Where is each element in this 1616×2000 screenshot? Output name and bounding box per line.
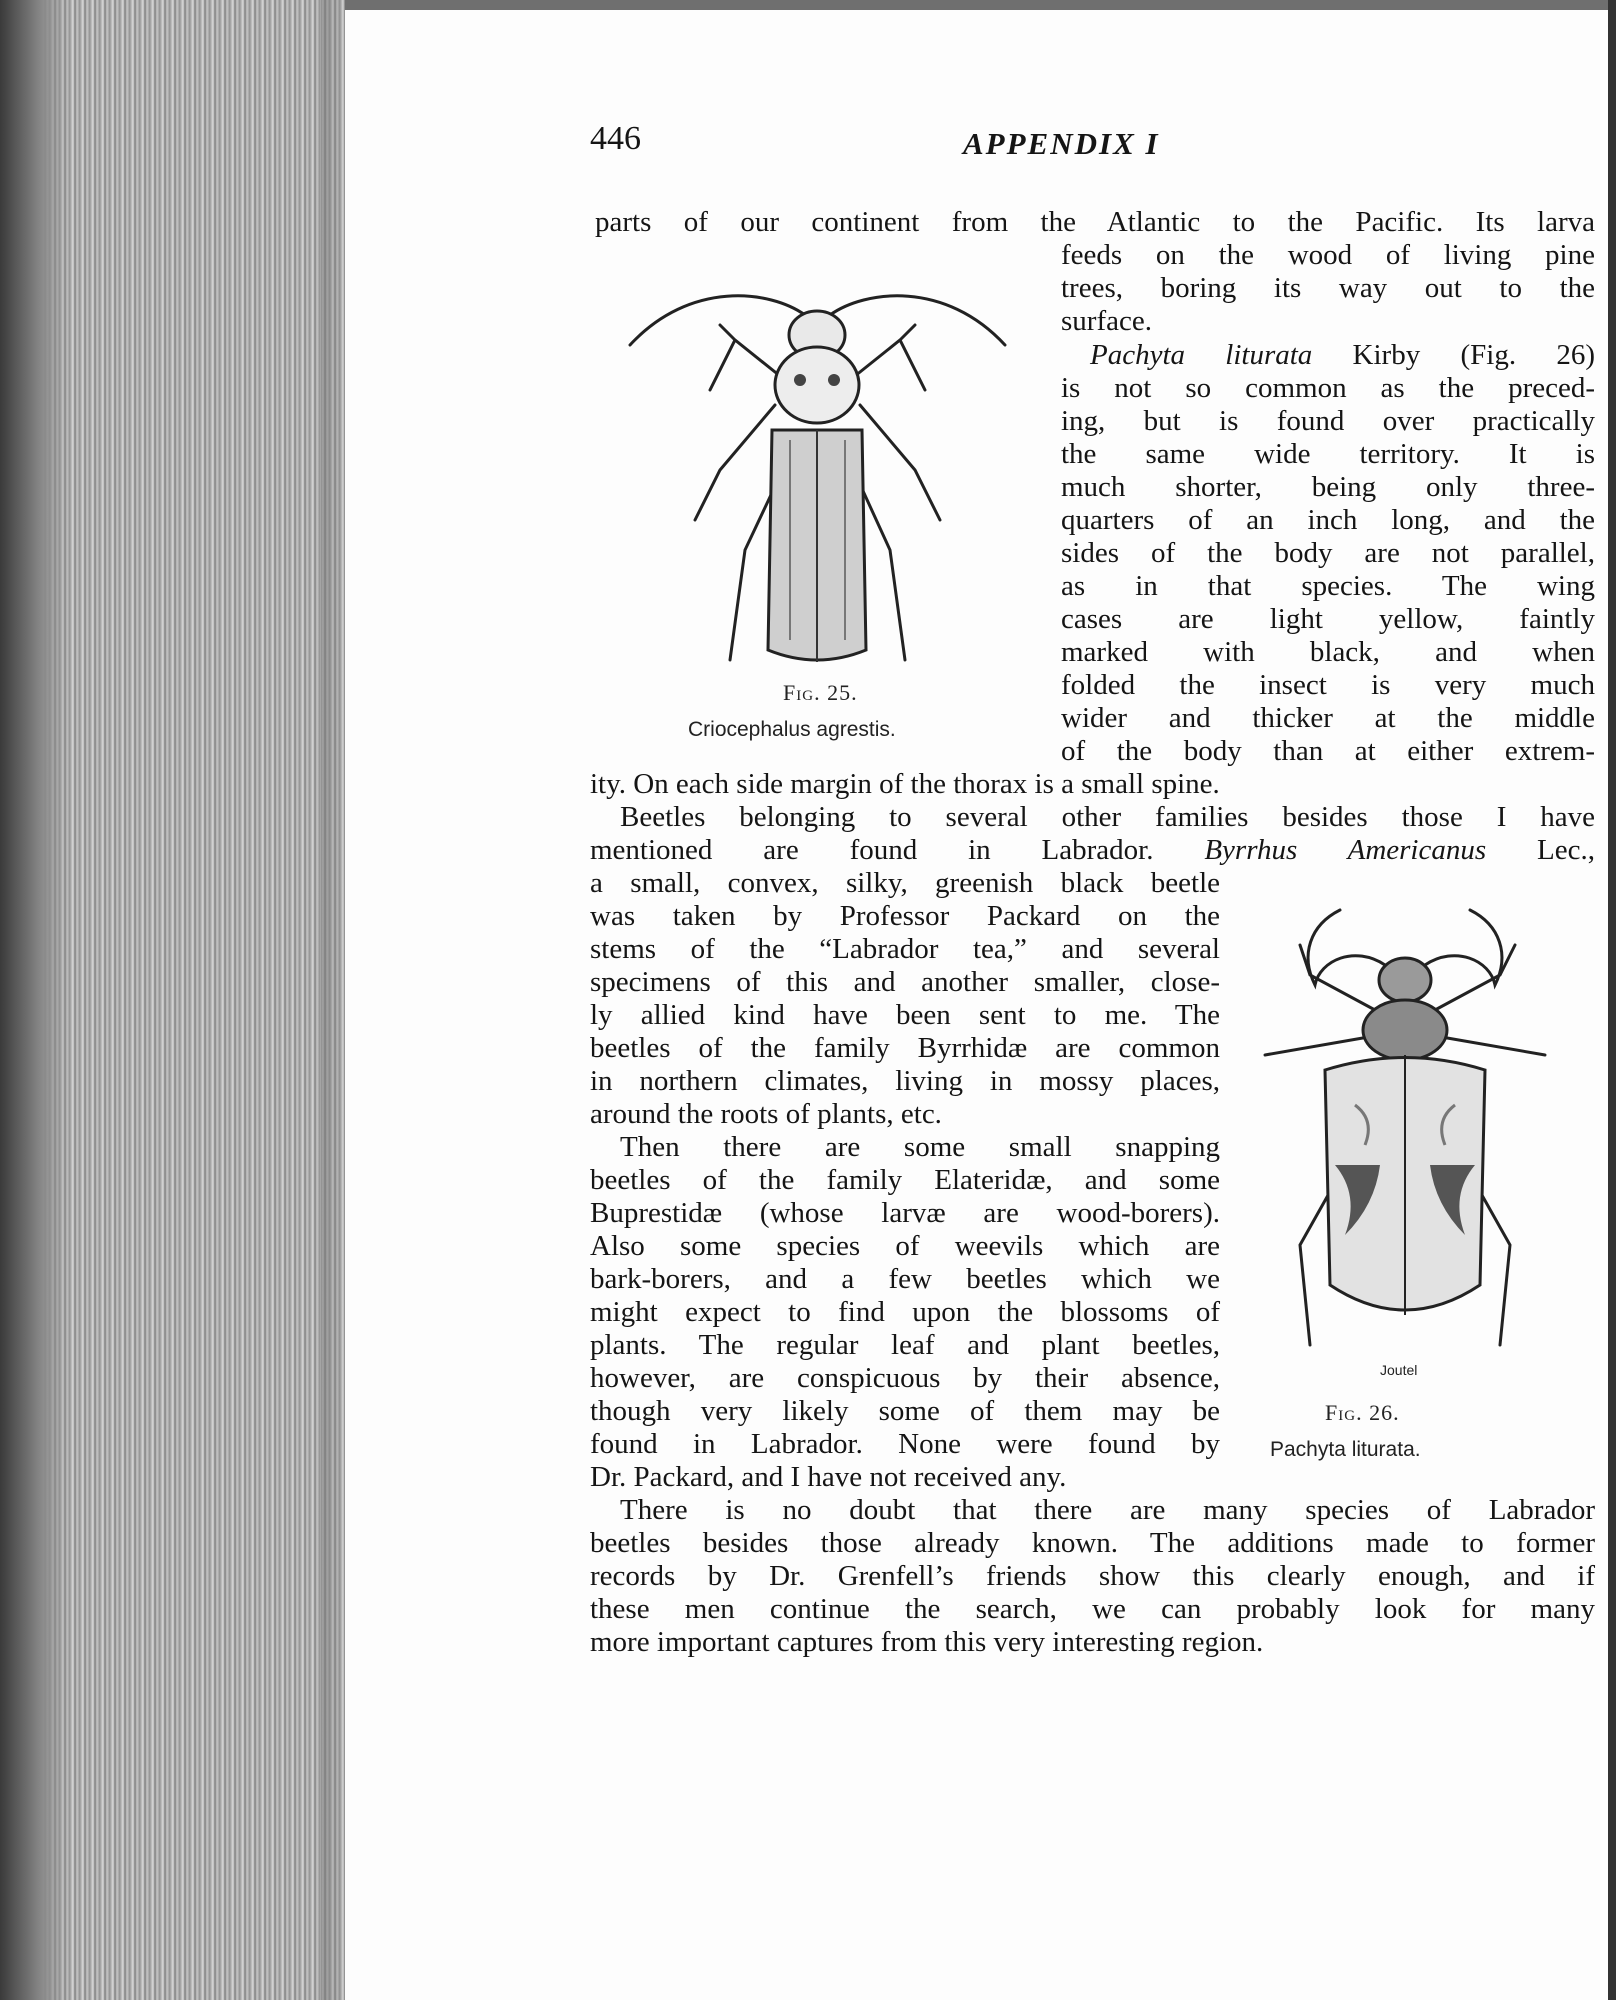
- text-line: much shorter, being only three-: [1061, 471, 1595, 503]
- figure-label: Fig. 26.: [1325, 1400, 1400, 1425]
- text-line: records by Dr. Grenfell’s friends show this clearly enough, and if: [590, 1560, 1595, 1592]
- text-line: beetles besides those already known. The additions made to former: [590, 1527, 1595, 1559]
- text-line: Also some species of weevils which are: [590, 1230, 1220, 1262]
- book-page-edges: [0, 0, 345, 2000]
- text-line: beetles of the family Byrrhidæ are common: [590, 1032, 1220, 1064]
- text-line: ly allied kind have been sent to me. The: [590, 999, 1220, 1031]
- text-line: these men continue the search, we can probably look for many: [590, 1593, 1595, 1625]
- text-line: a small, convex, silky, greenish black beetle: [590, 867, 1220, 899]
- text-line: cases are light yellow, faintly: [1061, 603, 1595, 635]
- text-line: bark-borers, and a few beetles which we: [590, 1263, 1220, 1295]
- text-line: quarters of an inch long, and the: [1061, 504, 1595, 536]
- text-line: though very likely some of them may be: [590, 1395, 1220, 1427]
- text-line: plants. The regular leaf and plant beetles,: [590, 1329, 1220, 1361]
- figure-caption: Pachyta liturata.: [1270, 1438, 1421, 1461]
- text-line: around the roots of plants, etc.: [590, 1098, 942, 1130]
- text-line: Pachyta liturata Kirby (Fig. 26): [1090, 339, 1595, 371]
- text-line: Buprestidæ (whose larvæ are wood-borers).: [590, 1197, 1220, 1229]
- book-page: [345, 10, 1608, 2000]
- text-line: sides of the body are not parallel,: [1061, 537, 1595, 569]
- text-line: wider and thicker at the middle: [1061, 702, 1595, 734]
- text-line: of the body than at either extrem-: [1061, 735, 1595, 767]
- text-line: marked with black, and when: [1061, 636, 1595, 668]
- text-line: trees, boring its way out to the: [1061, 272, 1595, 304]
- text-line: ity. On each side margin of the thorax is a small spine.: [590, 768, 1220, 800]
- running-head: APPENDIX I: [963, 126, 1160, 161]
- text-line: in northern climates, living in mossy places,: [590, 1065, 1220, 1097]
- text-line: Then there are some small snapping: [620, 1131, 1220, 1163]
- text-line: more important captures from this very interesting region.: [590, 1626, 1264, 1658]
- text-line: surface.: [1061, 305, 1152, 337]
- text-line: parts of our continent from the Atlantic to the Pacific. Its larva: [595, 206, 1595, 238]
- pachyta-beetle-illustration: [1225, 905, 1585, 1385]
- page-number: 446: [590, 120, 641, 157]
- figure-label: Fig. 25.: [783, 680, 858, 705]
- criocephalus-beetle-illustration: [600, 270, 1040, 670]
- species-name: Byrrhus Americanus: [1204, 834, 1487, 866]
- text-line: Dr. Packard, and I have not received any.: [590, 1461, 1067, 1493]
- species-name: Pachyta liturata: [1090, 339, 1313, 371]
- text-line: There is no doubt that there are many species of Labrador: [620, 1494, 1595, 1526]
- text-line: as in that species. The wing: [1061, 570, 1595, 602]
- text-line: the same wide territory. It is: [1061, 438, 1595, 470]
- text-line: ing, but is found over practically: [1061, 405, 1595, 437]
- page-right-edge: [1608, 0, 1616, 2000]
- text-line: feeds on the wood of living pine: [1061, 239, 1595, 271]
- figure-caption: Criocephalus agrestis.: [688, 718, 896, 741]
- text-line: might expect to find upon the blossoms of: [590, 1296, 1220, 1328]
- text-line: is not so common as the preced-: [1061, 372, 1595, 404]
- text-line: mentioned are found in Labrador. Byrrhus Americanus Lec.,: [590, 834, 1595, 866]
- text-line: folded the insect is very much: [1061, 669, 1595, 701]
- text-line: stems of the “Labrador tea,” and several: [590, 933, 1220, 965]
- text-line: specimens of this and another smaller, close-: [590, 966, 1220, 998]
- text-line: Beetles belonging to several other families besides those I have: [620, 801, 1595, 833]
- text-line: found in Labrador. None were found by: [590, 1428, 1220, 1460]
- page-top-edge: [345, 0, 1616, 10]
- text-line: beetles of the family Elateridæ, and some: [590, 1164, 1220, 1196]
- text-line: however, are conspicuous by their absence,: [590, 1362, 1220, 1394]
- illustrator-signature: Joutel: [1380, 1362, 1418, 1378]
- text-line: was taken by Professor Packard on the: [590, 900, 1220, 932]
